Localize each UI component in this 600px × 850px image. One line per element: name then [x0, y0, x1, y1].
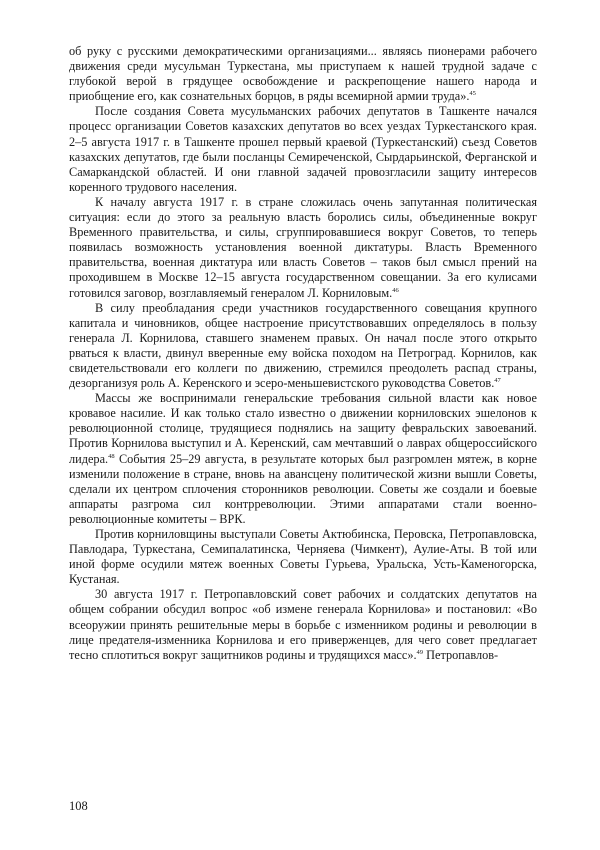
paragraph-2-text: После создания Совета мусульманских рабочих депутатов в Ташкенте начался процесс организации Советов казахских депутатов во всех уездах Туркестанского края. 2–5 августа 1917 г. в Ташкенте прошел первый краевой (Туркестанский) съезд Советов казахских депутатов, где были посланцы Семиреченской, Сырдарьинской, Ферганской и Самаркандской областей. И они главной задачей провозгласили защиту интересов коренного трудового населения.	[69, 104, 537, 194]
paragraph-6-text: Против корниловщины выступали Советы Актюбинска, Перовска, Петропавловска, Павлодара, Туркестана, Семипалатинска, Черняева (Чимкент), Аулие-Аты. В той или иной форме осудили мятеж военных Советы Гурьева, Уральска, Усть-Каменогорска, Кустаная.	[69, 527, 537, 587]
paragraph-5-text: Массы же воспринимали генеральские требования сильной власти как новое кровавое насилие. И как только стало известно о движении корниловских эшелонов к революционной столице, трудящиеся поднялись на защиту февральских завоеваний. Против Корнилова выступил и А. Керенский, сам мечтавший о лаврах общероссийского лидера.	[69, 391, 537, 466]
paragraph-7	[69, 587, 537, 662]
paragraph-4	[69, 301, 537, 392]
footnote-ref-46[interactable]: 46	[392, 286, 399, 294]
paragraph-7-tail: Петропавлов-	[423, 647, 499, 662]
paragraph-3-text: К началу августа 1917 г. в стране сложилась очень запутанная политическая ситуация: если до этого за реальную власть боролись силы, объединенные вокруг Временного правительства, и силы, сгруппировавшиеся вокруг Советов, то теперь появилась возможность установления военной диктатуры. Власть Временного правительства, военная диктатура или власть Советов – таков был смысл прений на проходившем в Москве 12–15 августа государственном совещании. За его кулисами готовился заговор, возглавляемый генералом Л. Корниловым.	[69, 194, 537, 300]
paragraph-2	[69, 104, 537, 195]
footnote-ref-47[interactable]: 47	[494, 377, 501, 385]
footnote-ref-45[interactable]: 45	[469, 90, 476, 98]
paragraph-1-text: об руку с русскими демократическими организациями... являясь пионерами рабочего движения среди мусульман Туркестана, мы приступаем к нашей трудной задаче с глубокой верой в грядущее освобождение и раскрепощение нашего народа и приобщение его, как сознательных борцов, в ряды всемирной армии труда».	[69, 44, 537, 104]
footnote-ref-48[interactable]: 48	[108, 452, 115, 460]
paragraph-1	[69, 44, 537, 104]
paragraph-7-text: 30 августа 1917 г. Петропавловский совет рабочих и солдатских депутатов на общем собрании обсудил вопрос «об измене генерала Корнилова» и постановил: «Во всеоружии принять решительные меры в борьбе с изменником родины и революции в лице предателя-изменника Корнилова и его приверженцев, для чего совет предлагает тесно сплотиться вокруг защитников родины и трудящихся масс».	[69, 587, 537, 662]
paragraph-6	[69, 527, 537, 587]
paragraph-4-text: В силу преобладания среди участников государственного совещания крупного капитала и чиновников, общее настроение присутствовавших определялось в пользу генерала Л. Корнилова, ставшего знаменем правых. Он начал после этого открыто рваться к власти, двинул вверенные ему войска походом на Петроград. Корнилов, как свидетельствовали его коллеги по движению, стремился преодолеть распад страны, дезорганизуя роль А. Керенского и эсеро-меньшевистского руководства Советов.	[69, 300, 537, 391]
paragraph-5-continuation: События 25–29 августа, в результате которых был разгромлен мятеж, в корне изменили положение в стране, вновь на авансцену политической жизни вышли Советы, сделали их центром сплочения сторонников революции. Советы же создали и боевые аппараты разгрома сил контрреволюции. Этими аппаратами стали военно-революционные комитеты – ВРК.	[69, 451, 537, 526]
footnote-ref-49[interactable]: 49	[416, 648, 424, 656]
paragraph-5	[69, 391, 537, 527]
paragraph-3	[69, 195, 537, 301]
page-number: 108	[69, 799, 88, 813]
body-text	[69, 44, 537, 663]
